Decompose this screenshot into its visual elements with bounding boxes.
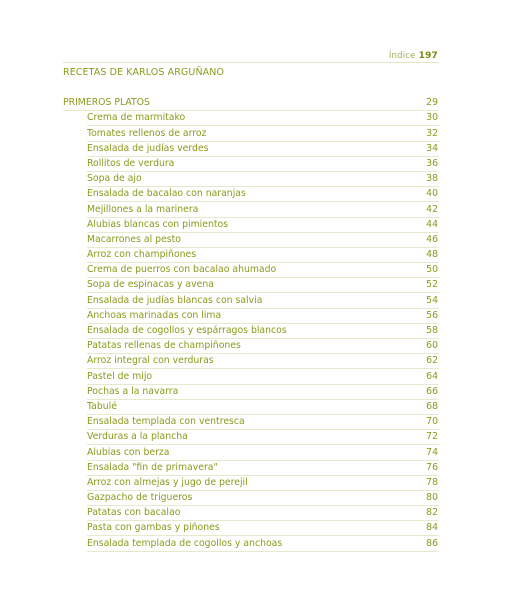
entry-page: 56 bbox=[426, 309, 438, 321]
entry-title: Ensalada de cogollos y espárragos blancos bbox=[87, 325, 287, 336]
entry-page: 64 bbox=[426, 370, 438, 382]
entry-title: Patatas rellenas de champiñones bbox=[87, 340, 241, 352]
entry-title: Alubias con berza bbox=[87, 446, 170, 458]
entry-page: 62 bbox=[426, 355, 438, 367]
entry-page: 48 bbox=[426, 249, 438, 261]
entry-title: Anchoas marinadas con lima bbox=[87, 309, 222, 321]
entry-title: Sopa de espinacas y avena bbox=[87, 279, 214, 291]
toc-entry bbox=[87, 461, 439, 476]
entry-title: Mejillones a la marinera bbox=[87, 203, 199, 215]
entry-page: 30 bbox=[426, 112, 438, 124]
toc-entry bbox=[87, 491, 439, 506]
book-title: RECETAS DE KARLOS ARGUÑANO bbox=[63, 67, 225, 78]
entry-title: Ensalada de judías blancas con salvia bbox=[87, 294, 263, 306]
entry-title: Pasta con gambas y piñones bbox=[87, 522, 220, 534]
toc-entries bbox=[63, 111, 439, 551]
toc-entry bbox=[87, 445, 439, 460]
entry-page: 42 bbox=[426, 203, 438, 215]
entry-title: Tabulé bbox=[87, 400, 117, 412]
table-of-contents bbox=[63, 96, 439, 552]
entry-title: Rollitos de verdura bbox=[87, 157, 175, 169]
page-header bbox=[389, 51, 438, 61]
entry-title: Ensalada de judías verdes bbox=[87, 142, 209, 154]
entry-title: Ensalada templada con ventresca bbox=[87, 416, 245, 428]
toc-entry bbox=[87, 111, 439, 126]
entry-page: 40 bbox=[426, 188, 438, 200]
toc-entry bbox=[87, 430, 439, 445]
toc-entry bbox=[87, 476, 439, 491]
entry-title: Tomates rellenos de arroz bbox=[87, 127, 207, 139]
entry-title: Ensalada "fin de primavera" bbox=[87, 461, 218, 473]
entry-title: Macarrones al pesto bbox=[87, 233, 181, 245]
section-title: PRIMEROS PLATOS bbox=[63, 97, 150, 109]
entry-page: 78 bbox=[426, 476, 438, 488]
toc-entry bbox=[87, 309, 439, 324]
entry-page: 54 bbox=[426, 294, 438, 306]
entry-title: Pochas a la navarra bbox=[87, 385, 179, 397]
toc-entry bbox=[87, 263, 439, 278]
toc-entry bbox=[87, 385, 439, 400]
entry-title: Pastel de mijo bbox=[87, 370, 153, 382]
entry-page: 32 bbox=[426, 127, 438, 139]
toc-entry bbox=[87, 324, 439, 339]
entry-page: 50 bbox=[426, 264, 438, 276]
toc-entry bbox=[87, 400, 439, 415]
entry-page: 82 bbox=[426, 507, 438, 519]
entry-title: Sopa de ajo bbox=[87, 173, 142, 185]
entry-page: 66 bbox=[426, 385, 438, 397]
toc-entry bbox=[87, 278, 439, 293]
entry-title: Verduras a la plancha bbox=[87, 431, 188, 443]
entry-title: Alubias blancas con pimientos bbox=[87, 218, 229, 230]
toc-entry bbox=[87, 506, 439, 521]
toc-entry bbox=[87, 157, 439, 172]
toc-entry bbox=[87, 536, 439, 551]
entry-title: Ensalada templada de cogollos y anchoas bbox=[87, 537, 283, 549]
toc-entry bbox=[87, 172, 439, 187]
toc-entry bbox=[87, 521, 439, 536]
entry-title: Ensalada de bacalao con naranjas bbox=[87, 188, 246, 200]
header-label: Índice bbox=[388, 51, 416, 61]
entry-page: 58 bbox=[426, 325, 438, 336]
entry-page: 72 bbox=[426, 431, 438, 443]
header-page-number: 197 bbox=[418, 51, 438, 61]
toc-entry bbox=[87, 218, 439, 233]
toc-entry bbox=[87, 354, 439, 369]
entry-title: Arroz con champiñones bbox=[87, 249, 197, 261]
entry-page: 60 bbox=[426, 340, 438, 352]
section-page: 29 bbox=[426, 97, 438, 109]
toc-entry bbox=[87, 415, 439, 430]
entry-page: 74 bbox=[426, 446, 438, 458]
entry-page: 68 bbox=[426, 400, 438, 412]
entry-page: 84 bbox=[426, 522, 438, 534]
toc-entry bbox=[87, 202, 439, 217]
entry-page: 46 bbox=[426, 233, 438, 245]
entry-title: Patatas con bacalao bbox=[87, 507, 181, 519]
toc-section-row bbox=[63, 96, 439, 111]
entry-page: 86 bbox=[426, 537, 438, 549]
toc-entry bbox=[87, 187, 439, 202]
toc-entry bbox=[87, 126, 439, 141]
toc-entry bbox=[87, 369, 439, 384]
entry-page: 80 bbox=[426, 492, 438, 504]
toc-entry bbox=[87, 293, 439, 308]
entry-page: 70 bbox=[426, 416, 438, 428]
header-divider bbox=[63, 62, 439, 63]
entry-page: 76 bbox=[426, 461, 438, 473]
toc-entry bbox=[87, 248, 439, 263]
entry-title: Arroz integral con verduras bbox=[87, 355, 214, 367]
entry-page: 34 bbox=[426, 142, 438, 154]
entry-page: 38 bbox=[426, 173, 438, 185]
toc-entry bbox=[87, 233, 439, 248]
entry-title: Gazpacho de trigueros bbox=[87, 492, 193, 504]
entry-title: Crema de marmitako bbox=[87, 112, 186, 124]
toc-entry bbox=[87, 339, 439, 354]
entry-title: Arroz con almejas y jugo de perejil bbox=[87, 476, 248, 488]
toc-entry bbox=[87, 142, 439, 157]
entry-title: Crema de puerros con bacalao ahumado bbox=[87, 264, 277, 276]
entry-page: 36 bbox=[426, 157, 438, 169]
entry-page: 44 bbox=[426, 218, 438, 230]
entry-page: 52 bbox=[426, 279, 438, 291]
